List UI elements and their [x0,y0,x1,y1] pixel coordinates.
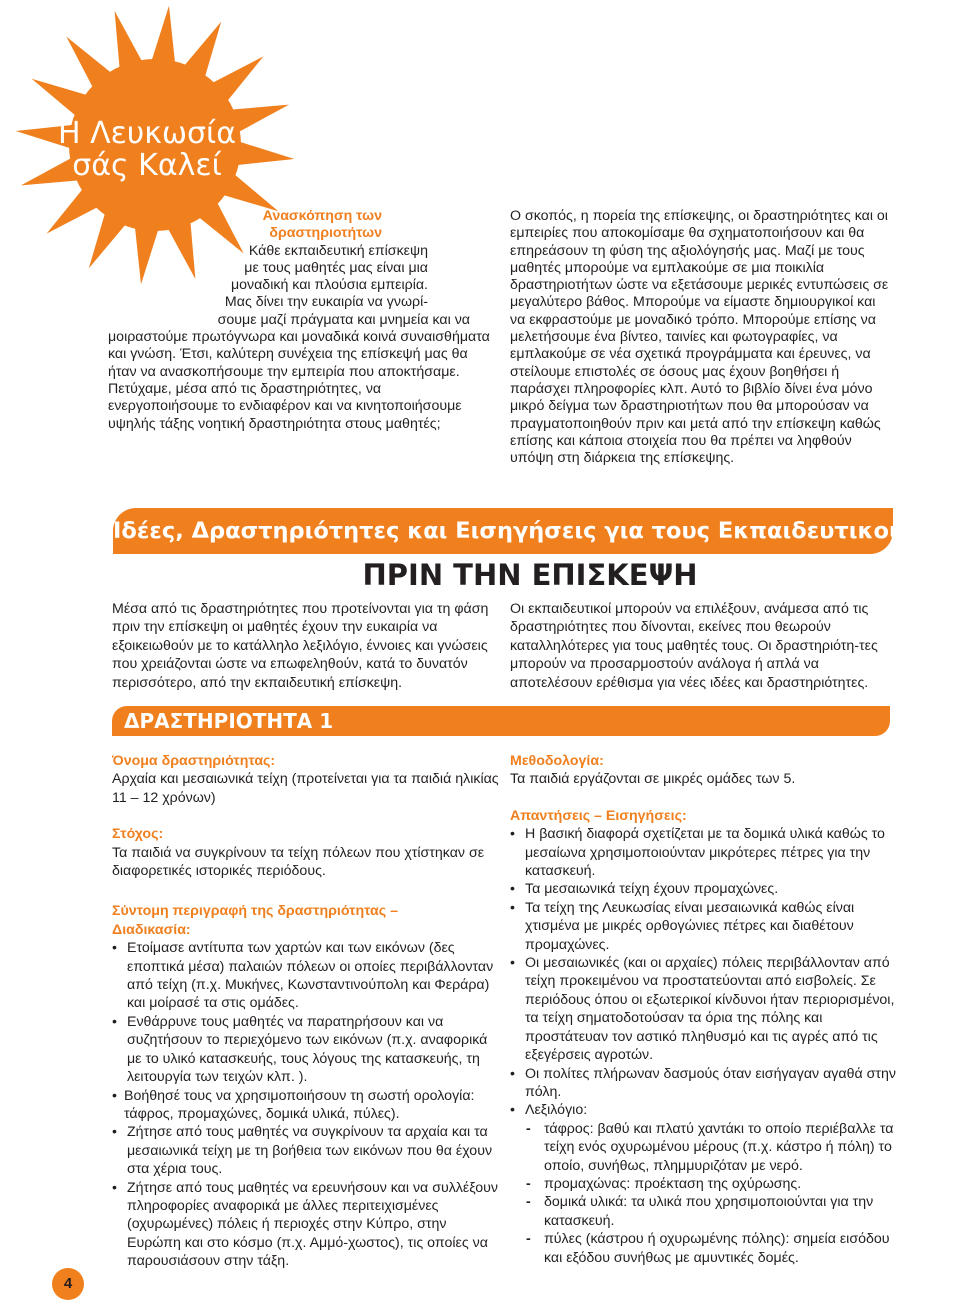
list-item: - δομικά υλικά: τα υλικά που χρησιμοποιούνται για την κατασκευή. [524,1193,900,1230]
pre-visit-left-paragraph: Μέσα από τις δραστηριότητες που προτείνονται για τη φάση πριν την επίσκεψη οι μαθητές έχουν την ευκαιρία να εξοικειωθούν με το κατάλληλο λεξιλόγιο, έννοιες και γνώσεις που χρειάζονται ώστε να επωφεληθούν, κατά το δυνατόν περισσότερο, από την εκπαιδευτική επίσκεψη. [112,601,489,691]
intro-line-5: σουμε μαζί πράγματα και μνημεία και να [217,311,470,328]
activity-title-bar: ΔΡΑΣΤΗΡΙΟΤΗΤΑ 1 [112,706,890,736]
list-item: • Ζήτησε από τους μαθητές να ερευνήσουν και να συλλέξουν πληροφορίες αναφορικά με άλλες περιτειχισμένες (οχυρωμένες) πόλεις ή περιοχές στην Κύπρο, στην Ευρώπη και στο κόσμο (π.χ. Αμμό-χωστος), τις οποίες να παρουσιάσουν στην τάξη. [112,1179,502,1271]
answers-label: Απαντήσεις – Εισηγήσεις: [510,807,687,824]
pre-visit-title: ΠΡΙΝ ΤΗΝ ΕΠΙΣΚΕΨΗ [362,558,698,592]
list-item: • Οι μεσαιωνικές (και οι αρχαίες) πόλεις περιβάλλονταν από τείχη προκειμένου να προστατεύονται από εισβολείς. Σε περιόδους όπου οι εξωτερικοί κίνδυνοι ήταν περιορισμένοι, τα τείχη σηματοδοτούσαν τα όρια της πόλης και προστάτευαν τον αστικό πληθυσμό και τις αγρές από τις εξεγέρσεις αγροτών. [510,954,900,1064]
description-label-1: Σύντομη περιγραφή της δραστηριότητας – [112,903,398,920]
intro-left-column [108,208,490,433]
list-item: • Τα τείχη της Λευκωσίας είναι μεσαιωνικά καθώς είναι χτισμένα με μικρές ορθογώνιες πέτρες και διαθέτουν προμαχώνες. [510,899,900,954]
activity-right-column [510,752,900,1267]
list-item: - πύλες (κάστρου ή οχυρωμένης πόλης): σημεία εισόδου και εξόδου συνήθως με αμυντικές δομές. [524,1230,900,1267]
section-banner: Ιδέες, Δραστηριότητες και Εισηγήσεις για τους Εκπαιδευτικούς [113,508,893,554]
methodology-value: Τα παιδιά εργάζονται σε μικρές ομάδες των 5. [510,771,796,788]
list-item: • Ζήτησε από τους μαθητές να συγκρίνουν τα αρχαία και τα μεσαιωνικά τείχη με τη βοήθεια των εικόνων που θα έχουν στα χέρια τους. [112,1123,502,1178]
description-label-2: Διαδικασία: [112,921,191,938]
intro-right-paragraph: Ο σκοπός, η πορεία της επίσκεψης, οι δραστηριότητες και οι εμπειρίες που αποκομίσαμε θα σχηματοποιήσουν και θα επηρεάσουν τη φύση της αξιολόγησής μας. Μαζί με τους μαθητές μπορούμε να εμπλακούμε σε μια ποικιλία δραστηριοτήτων ώστε να εξετάσουμε μερικές εντυπώσεις σε μεγαλύτερο βάθος. Μπορούμε να είμαστε δημιουργικοί και να εκφραστούμε με μοναδικό τρόπο. Μπορούμε επίσης να μελετήσουμε ένα βίντεο, ταινίες και φωτογραφίες, να εμπλακούμε σε νέα σχετικά προγράμματα και έρευνες, να στείλουμε επιστολές σε όσους μας έχουν βοηθήσει ή παράσχει πληροφορίες κλπ. Αυτό το βιβλίο δίνει ένα μόνο μικρό δείγμα των δραστηριοτήτων που θα μπορούσαν να πραγματοποιηθούν πριν και μετά από την επίσκεψη καθώς επίσης και κάποια στοιχεία που θα πρέπει να ληφθούν υπόψη στη διάρκεια της επίσκεψης. [510,208,889,467]
goal-label: Στόχος: [112,826,164,843]
logo-title [52,118,242,182]
intro-line-2: με τους μαθητές μας είναι μια [244,259,428,276]
pre-visit-right-paragraph: Οι εκπαιδευτικοί μπορούν να επιλέξουν, ανάμεσα από τις δραστηριότητες που δίνονται, εκείνες που θεωρούν καταλληλότερες για τους μαθητές τους. Οι δραστηριότη-τες μπορούν να προσαρμοστούν ανάλογα ή απλά να αποτελέσουν ερέθισμα για νέες ιδέες και δραστηριότητες. [510,601,878,691]
list-item: • Λεξιλόγιο: [510,1101,900,1119]
glossary-list [524,1120,900,1267]
logo-line-1: Η Λευκωσία [58,116,236,151]
activity-name-label: Όνομα δραστηριότητας: [112,753,276,769]
intro-heading-1: Ανασκόπηση των [262,208,382,224]
list-item: - προμαχώνας: προέκταση της οχύρωσης. [524,1175,900,1193]
activity-name-value: Αρχαία και μεσαιωνικά τείχη (προτείνεται για τα παιδιά ηλικίας 11 – 12 χρόνων) [112,771,499,806]
intro-line-4: Μας δίνει την ευκαιρία να γνωρί- [224,294,428,311]
page-number: 4 [52,1268,84,1300]
logo-line-2: σάς Καλεί [72,148,222,183]
list-item: • Βοήθησέ τους να χρησιμοποιήσουν τη σωστή ορολογία: τάφρος, προμαχώνες, δομικά υλικά, πύλες). [112,1087,502,1124]
list-item: • Ετοίμασε αντίτυπα των χαρτών και των εικόνων (δες εποπτικά μέσα) παλαιών πόλεων οι οποίες περιβάλλονταν από τείχη (π.χ. Μυκήνες, Κωνσταντινούπολη και Φεράρα) και μοίρασέ τα στις ομάδες. [112,939,502,1013]
steps-list [112,939,502,1270]
answers-list [510,825,900,1120]
list-item: • Οι πολίτες πλήρωναν δασμούς όταν εισήγαγαν αγαθά στην πόλη. [510,1065,900,1102]
list-item: • Η βασική διαφορά σχετίζεται με τα δομικά υλικά καθώς το μεσαίωνα χρησιμοποιούνταν μικρότερες πέτρες για την κατασκευή. [510,825,900,880]
list-item: • Ενθάρρυνε τους μαθητές να παρατηρήσουν και να συζητήσουν το περιεχόμενο των εικόνων (π.χ. αναφορικά με το υλικό κατασκευής, τους λόγους της κατασκευής, τη λειτουργία των τειχών κλπ. ). [112,1013,502,1087]
intro-line-3: μοναδική και πλούσια εμπειρία. [230,277,428,294]
goal-value: Τα παιδιά να συγκρίνουν τα τείχη πόλεων που χτίστηκαν σε διαφορετικές ιστορικές περιόδους. [112,844,485,880]
methodology-label: Μεθοδολογία: [510,753,604,769]
activity-left-column [112,752,502,1271]
intro-left-paragraph: μοιραστούμε πρωτόγνωρα και μοναδικά κοινά συναισθήματα και γνώση. Έτσι, καλύτερη συνέχεια της επίσκεψή μας θα ήταν να ανασκοπήσουμε την εμπειρία που αποκτήσαμε. Πετύχαμε, μέσα από τις δραστηριότητες, να ενεργοποιήσουμε το ενδιαφέρον και να κινητοποιήσουμε υψηλής τάξης νοητική δραστηριότητα στους μαθητές; [108,329,490,432]
list-item: - τάφρος: βαθύ και πλατύ χαντάκι το οποίο περιέβαλλε τα τείχη ενός οχυρωμένου μέρους (π.χ. κάστρο ή πόλη) το οποίο, συνήθως, πλημμυριζόταν με νερό. [524,1120,900,1175]
intro-heading-2: δραστηριοτήτων [269,225,382,242]
intro-line-1: Κάθε εκπαιδευτική επίσκεψη [248,242,428,259]
list-item: • Τα μεσαιωνικά τείχη έχουν προμαχώνες. [510,880,900,898]
sun-ray [150,6,175,68]
